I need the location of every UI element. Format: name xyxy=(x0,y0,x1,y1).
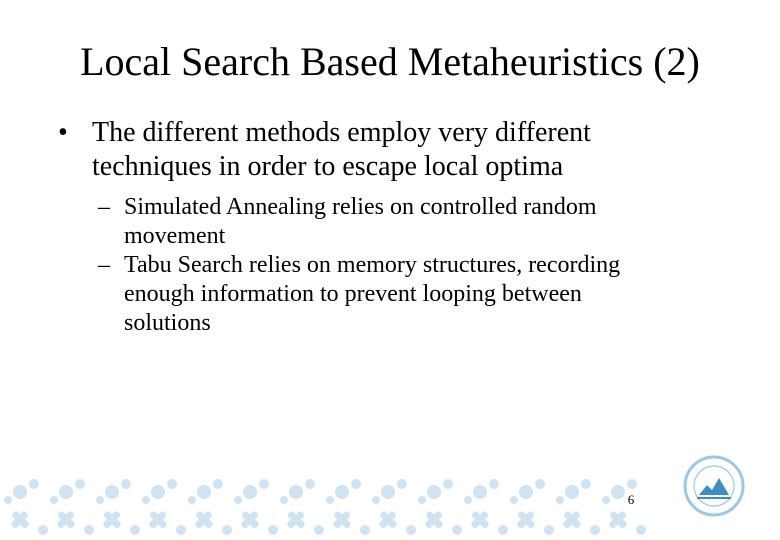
pattern-dot xyxy=(84,525,94,535)
sub-point-tabu-search xyxy=(58,251,748,338)
pattern-dot xyxy=(151,485,165,499)
pattern-dot xyxy=(142,496,150,504)
pattern-dot xyxy=(13,485,27,499)
pattern-dot xyxy=(519,485,533,499)
sub-point-text-line: movement xyxy=(124,223,226,249)
pattern-dot xyxy=(305,479,315,489)
pattern-dot xyxy=(581,479,591,489)
pattern-dot xyxy=(381,485,395,499)
pattern-dot xyxy=(176,525,186,535)
pattern-dot xyxy=(188,496,196,504)
pattern-dot xyxy=(222,525,232,535)
sub-point-text-line: enough information to prevent looping between xyxy=(124,281,582,307)
pattern-dot xyxy=(234,496,242,504)
page-number: 6 xyxy=(627,492,635,507)
slide-title: Local Search Based Metaheuristics (2) xyxy=(80,39,700,84)
pattern-dot xyxy=(280,496,288,504)
pattern-dot xyxy=(360,525,370,535)
pattern-dot xyxy=(535,479,545,489)
pattern-dot xyxy=(167,479,177,489)
pattern-dot xyxy=(498,525,508,535)
pattern-dot xyxy=(406,525,416,535)
dash-icon: – xyxy=(98,252,110,278)
pattern-dot xyxy=(464,496,472,504)
pattern-dot xyxy=(427,485,441,499)
sub-point-text-line: solutions xyxy=(124,310,211,336)
pattern-dot xyxy=(326,496,334,504)
pattern-dot xyxy=(636,525,646,535)
pattern-dot xyxy=(75,479,85,489)
slide-body xyxy=(58,116,748,338)
pattern-dot xyxy=(259,479,269,489)
pattern-dot xyxy=(452,525,462,535)
pattern-shapes xyxy=(4,479,646,535)
pattern-dot xyxy=(29,479,39,489)
decorative-pattern xyxy=(0,470,780,540)
pattern-dot xyxy=(627,479,637,489)
pattern-dot xyxy=(4,496,12,504)
sub-point-text-line: Tabu Search relies on memory structures, recording xyxy=(124,252,621,278)
pattern-dot xyxy=(289,485,303,499)
pattern-dot xyxy=(418,496,426,504)
pattern-dot xyxy=(372,496,380,504)
pattern-dot xyxy=(314,525,324,535)
bullet-text-line: techniques in order to escape local optima xyxy=(92,151,564,182)
pattern-dot xyxy=(590,525,600,535)
pattern-dot xyxy=(121,479,131,489)
pattern-dot xyxy=(443,479,453,489)
pattern-dot xyxy=(473,485,487,499)
pattern-dot xyxy=(213,479,223,489)
pattern-dot xyxy=(397,479,407,489)
pattern-dot xyxy=(96,496,104,504)
bullet-icon: • xyxy=(58,117,68,148)
pattern-dot xyxy=(268,525,278,535)
pattern-dot xyxy=(565,485,579,499)
dash-icon: – xyxy=(98,194,110,220)
pattern-dot xyxy=(510,496,518,504)
pattern-dot xyxy=(197,485,211,499)
pattern-dot xyxy=(59,485,73,499)
pattern-dot xyxy=(105,485,119,499)
pattern-dot xyxy=(602,496,610,504)
pattern-dot xyxy=(351,479,361,489)
pattern-dot xyxy=(38,525,48,535)
pattern-dot xyxy=(50,496,58,504)
sub-point-text-line: Simulated Annealing relies on controlled random xyxy=(124,194,597,220)
pattern-dot xyxy=(130,525,140,535)
pattern-dot xyxy=(489,479,499,489)
college-logo xyxy=(683,455,745,517)
pattern-dot xyxy=(544,525,554,535)
bullet-text-line: The different methods employ very different xyxy=(92,117,591,148)
sub-point-simulated-annealing xyxy=(58,193,748,251)
pattern-dot xyxy=(243,485,257,499)
bullet-point xyxy=(58,116,748,184)
pattern-dot xyxy=(556,496,564,504)
pattern-dot xyxy=(335,485,349,499)
